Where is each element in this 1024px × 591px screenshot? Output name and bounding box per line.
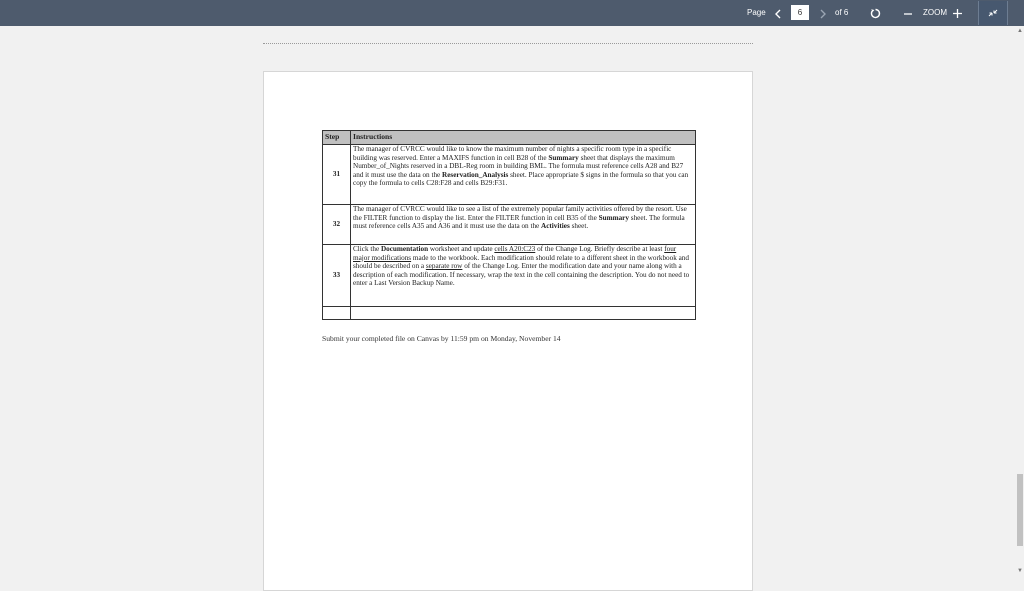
fullscreen-button[interactable] (978, 1, 1008, 25)
table-row (323, 205, 696, 245)
instruction-text (351, 307, 696, 320)
chevron-right-icon[interactable] (817, 0, 829, 26)
viewer-toolbar (0, 0, 1024, 26)
step-number (323, 307, 351, 320)
instruction-text-part: worksheet and update (428, 245, 495, 253)
instruction-text-part: Activities (541, 222, 570, 231)
instructions-table (322, 130, 696, 320)
instruction-text-part: cells A20:C23 (494, 245, 536, 253)
instruction-text (351, 245, 696, 307)
instruction-text-part: separate row (425, 262, 463, 271)
instruction-text-part: sheet. (569, 222, 589, 231)
scroll-down-icon[interactable]: ▼ (1017, 568, 1023, 574)
step-number: 32 (323, 205, 351, 245)
header-step: Step (323, 131, 351, 145)
page-count: of 6 (835, 8, 849, 17)
rotate-icon[interactable] (868, 0, 882, 26)
instruction-text (351, 145, 696, 205)
table-row (323, 307, 696, 320)
instruction-text-part: Summary (598, 213, 629, 222)
minus-icon[interactable] (902, 0, 914, 26)
table-header-row (323, 131, 696, 145)
page-separator (263, 43, 753, 44)
table-row (323, 245, 696, 307)
instruction-text-part: of the Change Log. Enter the modification date and your name along with a description of each modification. If necessary, wrap the text in the cell containing the description. You do not need to enter a Last Version Backup Name. (353, 262, 690, 288)
document-page (263, 71, 753, 591)
instruction-text-part: sheet. Place appropriate $ signs in the formula so that you can copy the formula to cells C28:F28 and cells B29:F31. (353, 170, 689, 188)
table-row (323, 145, 696, 205)
instruction-text (351, 205, 696, 245)
collapse-icon (979, 1, 1007, 25)
instruction-text-part: Summary (548, 153, 579, 162)
plus-icon[interactable] (951, 0, 963, 26)
instruction-text-part: of the Change Log. Briefly describe at least (535, 245, 665, 253)
header-instructions: Instructions (351, 131, 696, 145)
instruction-text-part: sheet that displays the maximum Number_of_Nights reserved in a DBL-Reg room in building BML. The formula must reference cells A28 and B27 and it must use the data on the (353, 153, 684, 179)
submit-note: Submit your completed file on Canvas by 11:59 pm on Monday, November 14 (322, 334, 561, 343)
instruction-text-part: sheet. The formula must reference cells A35 and A36 and it must use the data on the (353, 213, 685, 231)
step-number: 33 (323, 245, 351, 307)
scrollbar-thumb[interactable] (1017, 474, 1023, 546)
page-number-input[interactable] (791, 5, 809, 20)
instruction-text-part: Documentation (380, 245, 429, 253)
instruction-text-part: four major modifications (353, 245, 677, 262)
instruction-text-part: The manager of CVRCC would like to know the maximum number of nights a specific room type in a specific building was reserved. Enter a MAXIFS function in cell B28 of the (353, 145, 672, 162)
scroll-up-icon[interactable]: ▲ (1017, 28, 1023, 34)
step-number: 31 (323, 145, 351, 205)
instruction-text-part: The manager of CVRCC would like to see a list of the extremely popular family activities offered by the resort. Use the FILTER function to display the list. Enter the FILTER function in cell B35 of the (353, 205, 687, 222)
instruction-text-part: Reservation_Analysis (442, 170, 509, 179)
zoom-label: ZOOM (923, 8, 947, 17)
chevron-left-icon[interactable] (772, 0, 784, 26)
page-label: Page (747, 8, 766, 17)
instruction-text-part: Click the (353, 245, 381, 253)
instruction-text-part: made to the workbook. Each modification should relate to a different sheet in the workbook and should be described on a (353, 253, 689, 271)
